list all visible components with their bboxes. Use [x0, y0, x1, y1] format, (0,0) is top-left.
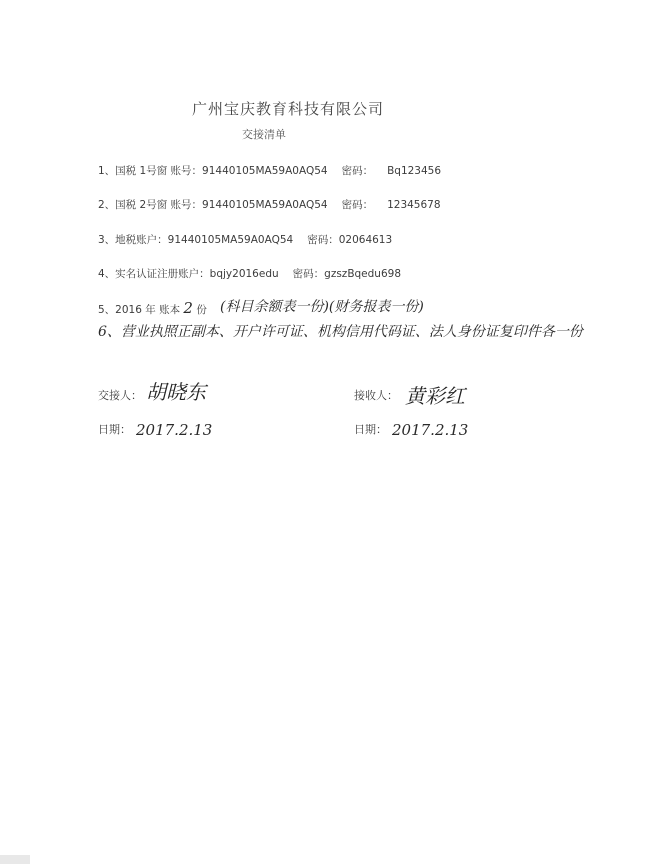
- handwritten-note: (科目余额表一份)(财务报表一份): [220, 299, 424, 315]
- item-text: 2、国税 2号窗 账号：91440105MA59A0AQ54: [98, 199, 328, 211]
- receiver-signature: 黄彩红: [405, 384, 465, 408]
- date-label-left: 日期：: [98, 423, 131, 436]
- list-item: [98, 197, 441, 212]
- receiver-date: 2017.2.13: [392, 421, 469, 439]
- list-item: [98, 232, 392, 247]
- date-label-right: 日期：: [354, 423, 387, 436]
- scan-edge-mark: [0, 855, 30, 864]
- item-unit: 份: [196, 304, 207, 316]
- list-item: [98, 266, 401, 281]
- item-text: 3、地税账户：91440105MA59A0AQ54: [98, 234, 294, 246]
- password-value: 12345678: [387, 199, 441, 211]
- password-value: 02064613: [338, 234, 393, 246]
- list-item: [98, 163, 441, 178]
- handwritten-item: 6、营业执照正副本、开户许可证、机构信用代码证、法人身份证复印件各一份: [98, 324, 583, 340]
- password-label: 密码：: [307, 234, 339, 246]
- list-item: [98, 299, 207, 317]
- password-label: 密码：: [341, 165, 374, 177]
- handover-signature: 胡晓东: [146, 380, 206, 404]
- handwritten-count: 2: [183, 299, 193, 317]
- password-value: Bq123456: [387, 165, 442, 177]
- item-text: 5、2016 年 账本: [98, 304, 181, 316]
- password-value: gzszBqedu698: [324, 268, 402, 280]
- document-subtitle: 交接清单: [242, 128, 286, 141]
- handover-label: 交接人：: [98, 389, 142, 402]
- handover-date: 2017.2.13: [136, 421, 213, 439]
- company-title: 广州宝庆教育科技有限公司: [192, 100, 385, 118]
- password-label: 密码：: [341, 199, 374, 211]
- password-label: 密码：: [292, 268, 325, 280]
- item-text: 1、国税 1号窗 账号：91440105MA59A0AQ54: [98, 165, 328, 177]
- item-text: 4、实名认证注册账户：bqjy2016edu: [98, 268, 279, 280]
- receiver-label: 接收人：: [354, 389, 398, 402]
